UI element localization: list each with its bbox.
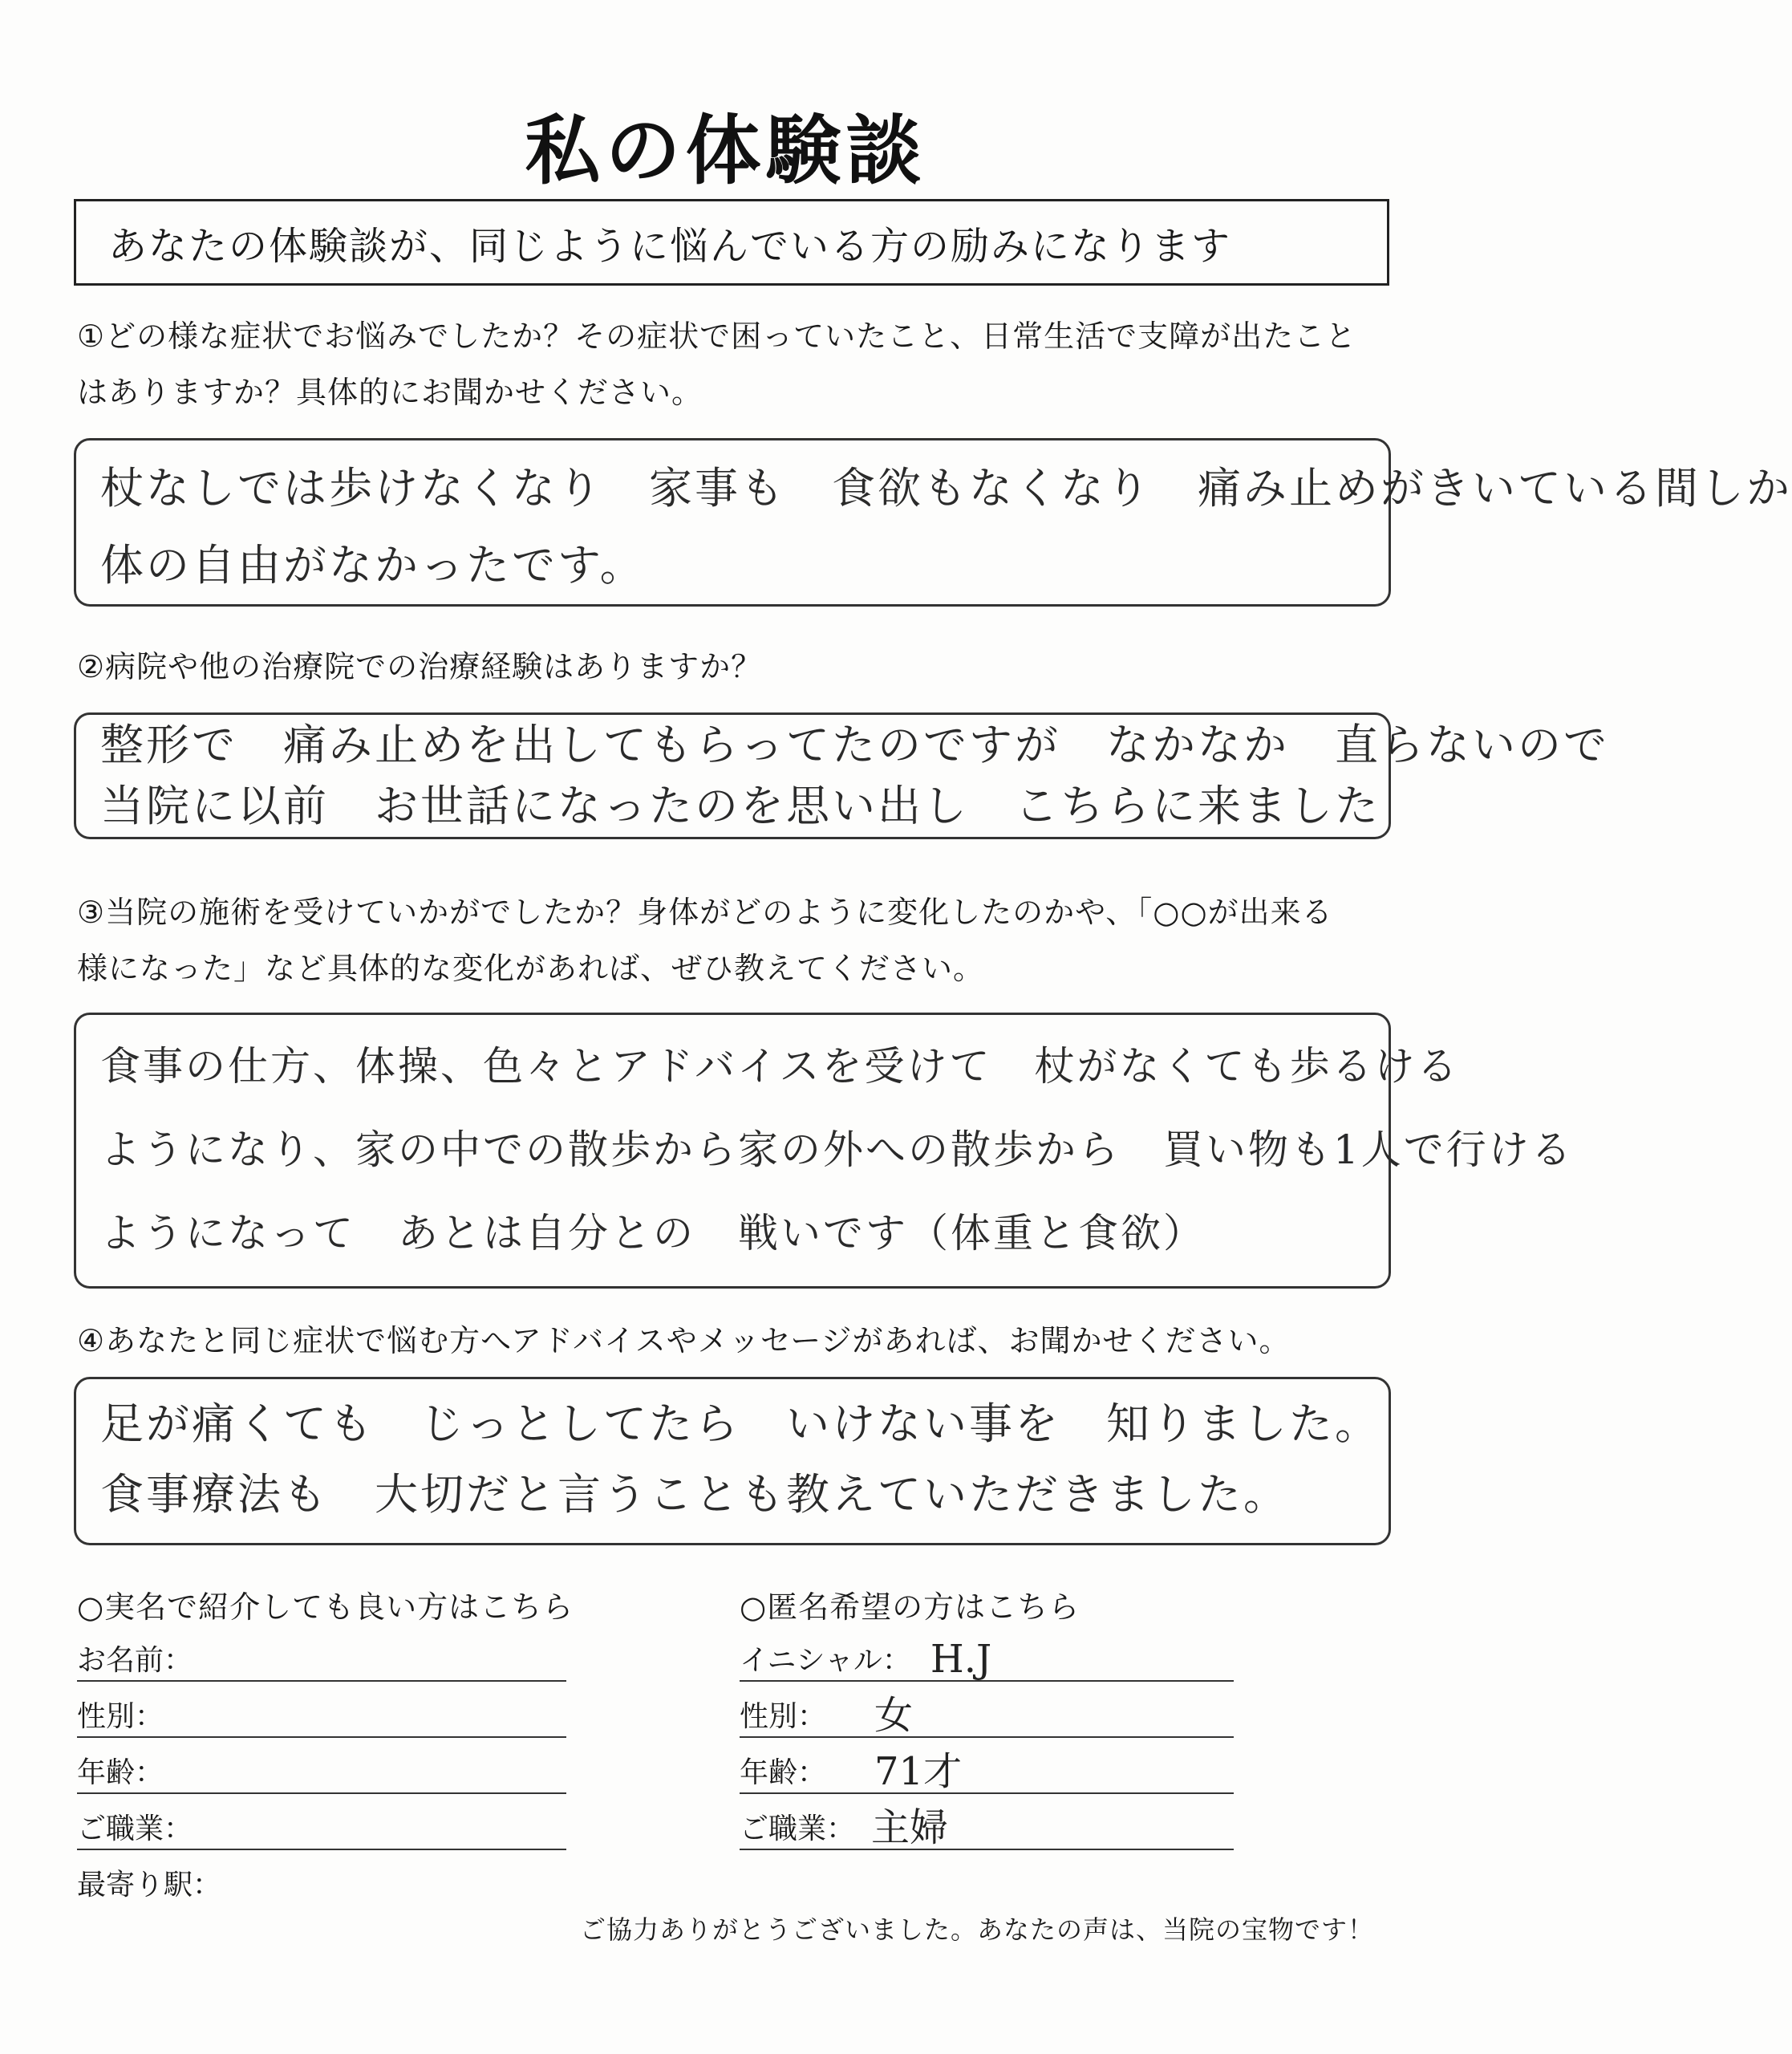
answer-3-line-2: ようになり、家の中での散歩から家の外への散歩から 買い物も1人で行ける xyxy=(100,1126,1574,1173)
real-name-job-row xyxy=(77,1802,566,1850)
answer-2-line-2: 当院に以前 お世話になったのを思い出し こちらに来ました xyxy=(100,781,1380,831)
anon-job-label: ご職業： xyxy=(740,1812,856,1845)
answer-2-line-1: 整形で 痛み止めを出してもらってたのですが なかなか 直らないので xyxy=(100,720,1609,770)
thank-you-footer: ご協力ありがとうございました。あなたの声は、当院の宝物です！ xyxy=(579,1914,1374,1945)
real-name-heading: ○実名で紹介しても良い方はこちら xyxy=(77,1589,574,1625)
anonymous-age-row xyxy=(740,1746,1234,1794)
answer-3-box xyxy=(74,1013,1574,1289)
anonymous-gender-row xyxy=(740,1690,1234,1738)
initial-label: イニシャル： xyxy=(740,1644,911,1677)
gender-label: 性別： xyxy=(77,1700,164,1733)
job-value: 主婦 xyxy=(871,1805,949,1850)
anon-gender-label: 性別： xyxy=(740,1700,827,1733)
initial-value: H.J xyxy=(930,1637,992,1682)
answer-4-box xyxy=(74,1377,1391,1545)
age-value: 71才 xyxy=(874,1749,963,1794)
question-1-line-1: ①どの様な症状でお悩みでしたか？その症状で困っていたこと、日常生活で支障が出たこと xyxy=(77,319,1357,354)
answer-1-line-1: 杖なしでは歩けなくなり 家事も 食欲もなくなり 痛み止めがきいている間しか xyxy=(100,463,1792,514)
question-4 xyxy=(77,1313,1409,1369)
station-label: 最寄り駅： xyxy=(77,1869,222,1902)
answer-1-line-2: 体の自由がなかったです。 xyxy=(100,540,646,591)
answer-3-line-1: 食事の仕方、体操、色々とアドバイスを受けて 杖がなくても歩るける xyxy=(100,1043,1460,1090)
name-label: お名前： xyxy=(77,1644,193,1677)
question-4-line-1: ④あなたと同じ症状で悩む方へアドバイスやメッセージがあれば、お聞かせください。 xyxy=(77,1323,1291,1358)
question-1-line-2: はありますか？具体的にお聞かせください。 xyxy=(77,375,703,410)
real-name-station-row xyxy=(77,1858,566,1905)
age-label: 年齢： xyxy=(77,1756,164,1789)
real-name-gender-row xyxy=(77,1690,566,1738)
question-3-line-2: 様になった」など具体的な変化があれば、ぜひ教えてください。 xyxy=(77,951,985,986)
anon-age-label: 年齢： xyxy=(740,1756,827,1789)
job-label: ご職業： xyxy=(77,1812,193,1845)
page-title: 私の体験談 xyxy=(525,108,926,195)
answer-3-line-3: ようになって あとは自分との 戦いです（体重と食欲） xyxy=(100,1210,1206,1256)
question-1 xyxy=(77,308,1409,420)
anonymous-initial-row xyxy=(740,1634,1234,1682)
real-name-name-row xyxy=(77,1634,566,1682)
gender-value: 女 xyxy=(874,1693,914,1738)
question-2-line-1: ②病院や他の治療院での治療経験はありますか？ xyxy=(77,649,763,684)
question-3 xyxy=(77,884,1409,997)
anonymous-job-row xyxy=(740,1802,1234,1850)
real-name-age-row xyxy=(77,1746,566,1794)
answer-1-box xyxy=(74,438,1792,607)
answer-2-box xyxy=(74,712,1609,839)
intro-banner: あなたの体験談が、同じように悩んでいる方の励みになります xyxy=(74,199,1389,286)
answer-4-line-2: 食事療法も 大切だと言うことも教えていただきました。 xyxy=(100,1469,1289,1520)
question-3-line-1: ③当院の施術を受けていかがでしたか？身体がどのように変化したのかや、「○○が出来る xyxy=(77,895,1333,930)
question-2 xyxy=(77,639,1409,695)
anonymous-heading: ○匿名希望の方はこちら xyxy=(740,1589,1080,1625)
answer-4-line-1: 足が痛くても じっとしてたら いけない事を 知りました。 xyxy=(100,1398,1380,1449)
